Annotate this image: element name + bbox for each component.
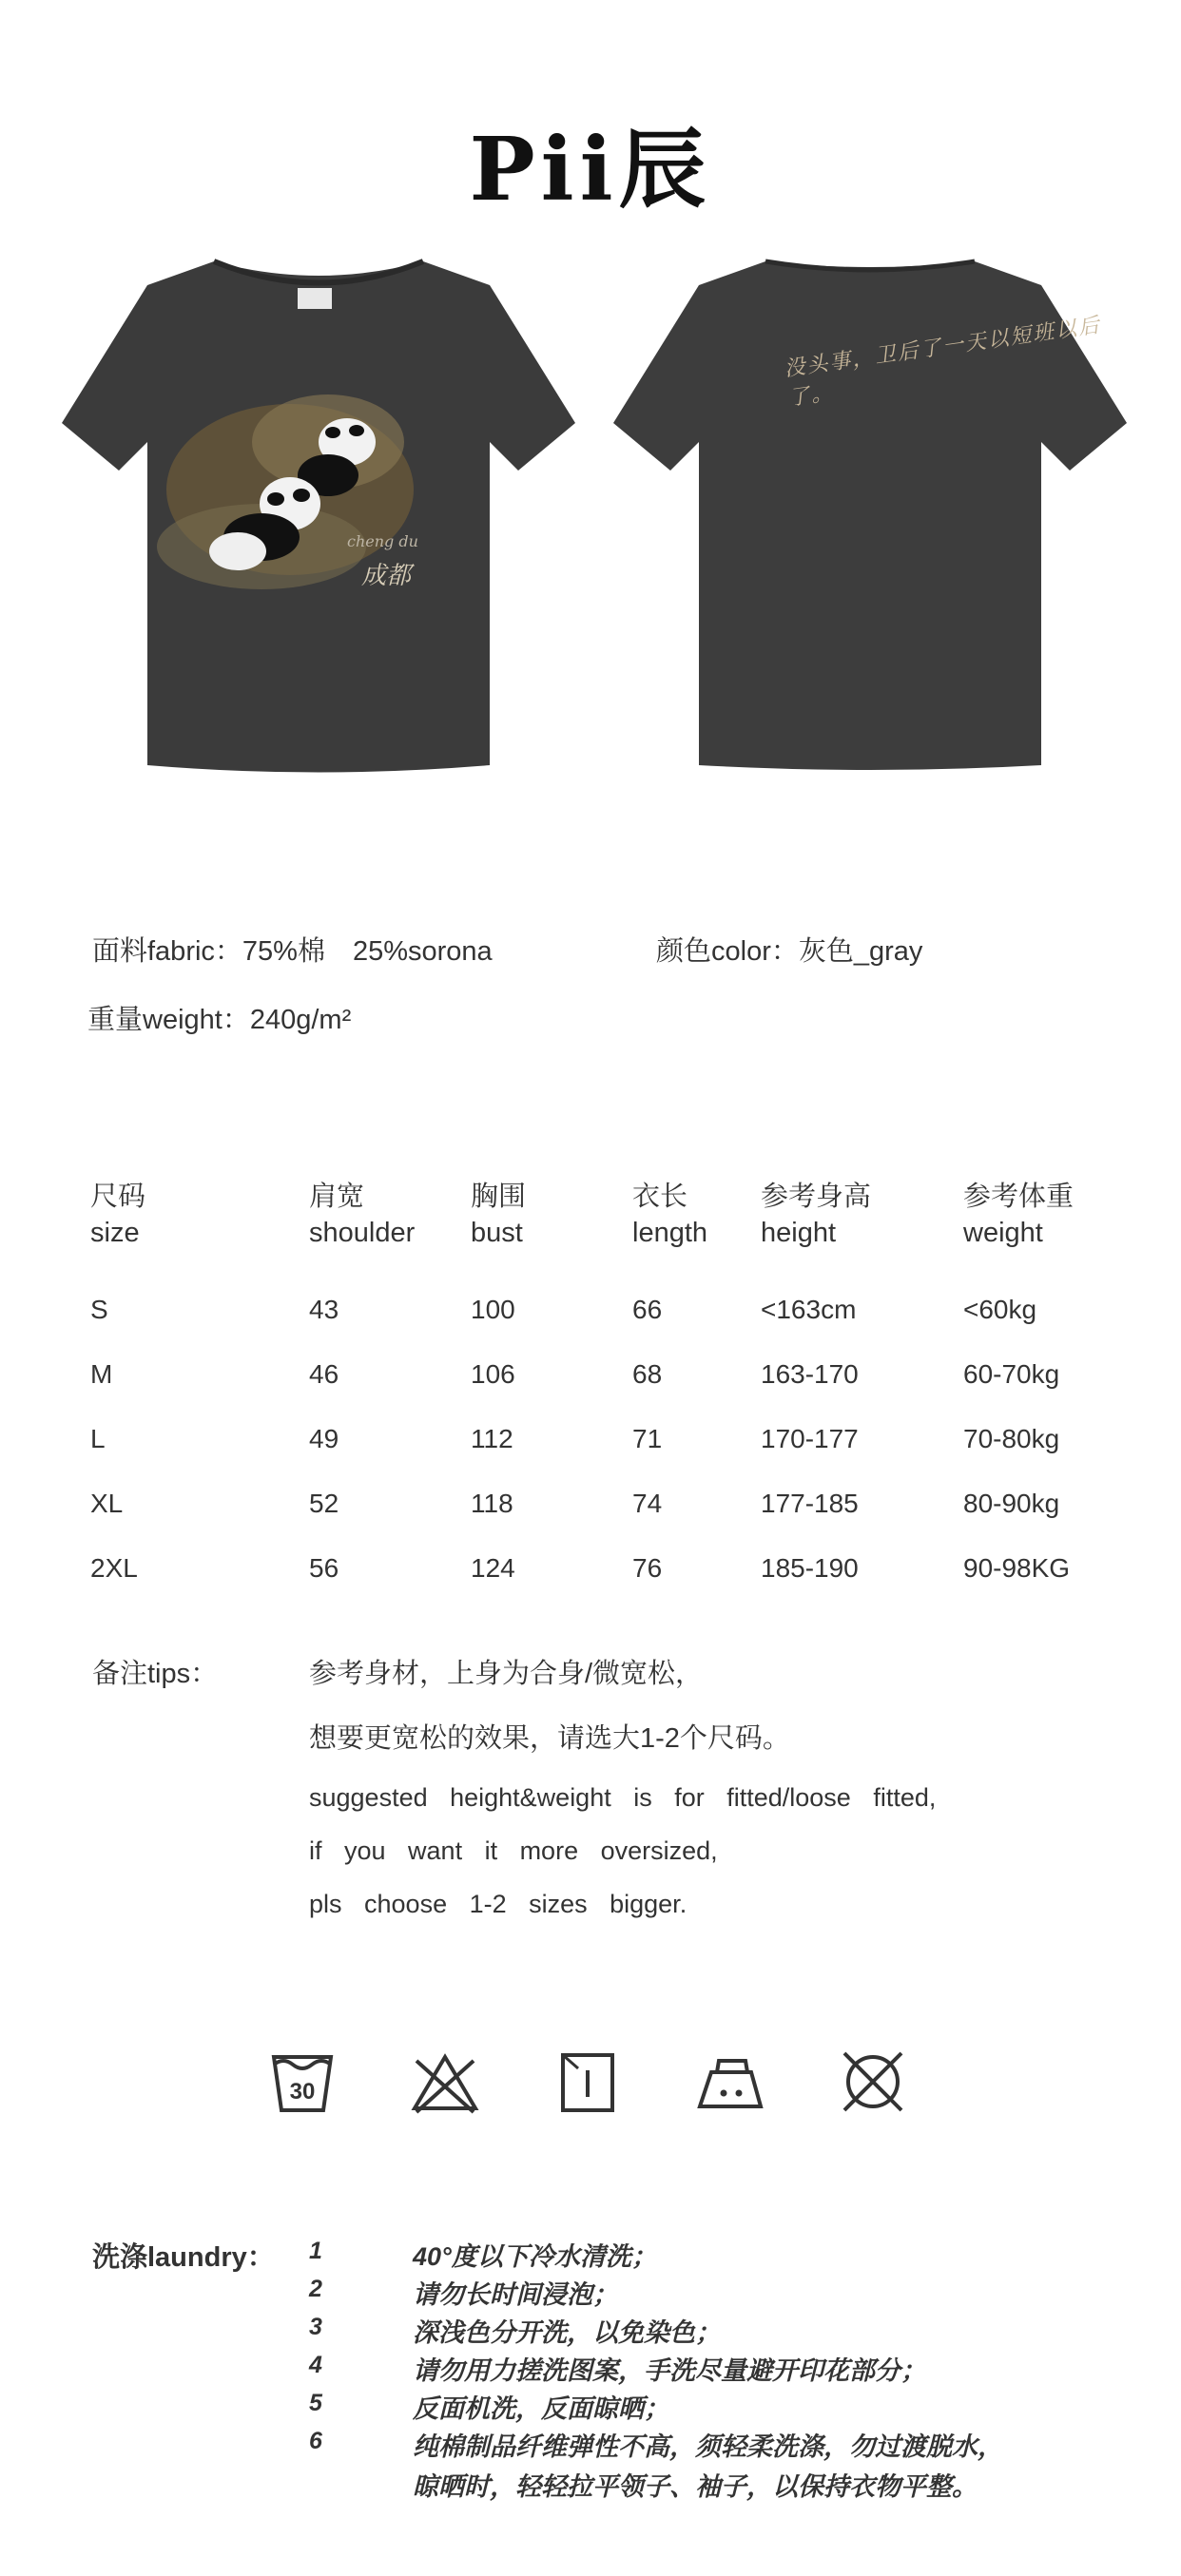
tips-label: 备注tips： [92,1659,219,1689]
fabric-spec [92,930,493,969]
color-value: 灰色_gray [798,936,923,967]
tips-en-line2: if you want it more oversized, [309,1836,718,1865]
cell-size: 2XL [90,1553,138,1583]
laundry-item: 反面机洗，反面晾晒； [413,2394,669,2423]
cell-bust: 124 [471,1553,515,1583]
laundry-label: 洗涤laundry： [92,2242,275,2273]
col-header-shoulder [309,1179,415,1251]
laundry-item-continued: 晾晒时，轻轻拉平领子、袖子，以保持衣物平整。 [413,2472,978,2501]
cell-size: L [90,1424,106,1453]
laundry-item: 请勿用力搓洗图案，手洗尽量避开印花部分； [413,2356,926,2385]
col-header-size [90,1179,145,1251]
front-print-city: 成都 [361,562,412,590]
cell-height: 177-185 [761,1489,859,1518]
header-cn: 参考体重 [963,1182,1075,1212]
back-print-text: 没头事，卫后了一天以短班以后了。 [783,313,1103,412]
laundry-item: 请勿长时间浸泡； [413,2280,618,2309]
laundry-item: 40°度以下冷水清洗； [413,2242,657,2271]
table-row [0,1553,1181,1587]
cell-shoulder: 49 [309,1424,339,1453]
cell-bust: 118 [471,1489,513,1518]
cell-length: 66 [632,1295,663,1324]
col-header-bust [471,1179,526,1251]
tips-en-line3: pls choose 1-2 sizes bigger. [309,1890,687,1918]
color-label: 颜色color： [656,936,799,967]
laundry-num: 4 [309,2352,322,2378]
tshirt-back-image [594,252,1146,784]
header-cn: 尺码 [90,1182,146,1212]
header-cn: 衣长 [632,1182,688,1212]
brand-logo: Pii辰 [469,118,712,221]
header-en: bust [471,1218,523,1248]
laundry-num: 5 [309,2390,322,2416]
cell-bust: 106 [471,1359,515,1389]
cell-bust: 112 [471,1424,513,1453]
laundry-item: 深浅色分开洗，以免染色； [413,2318,721,2347]
weight-spec [87,998,351,1037]
cell-shoulder: 43 [309,1295,339,1324]
header-en: length [632,1218,708,1248]
cell-height: 185-190 [761,1553,859,1583]
cell-weight: 60-70kg [963,1359,1060,1389]
header-en: size [90,1218,140,1248]
cell-weight: 70-80kg [963,1424,1060,1453]
cell-bust: 100 [471,1295,515,1324]
tshirt-front-image [43,252,594,784]
cell-length: 74 [632,1489,663,1518]
cell-shoulder: 46 [309,1359,339,1389]
wash-30-icon [264,2044,340,2120]
header-en: weight [963,1218,1043,1248]
tips-cn-line2: 想要更宽松的效果，请选大1-2个尺码。 [309,1723,790,1754]
cell-weight: 90-98KG [963,1553,1071,1583]
header-en: shoulder [309,1218,416,1248]
cell-size: XL [90,1489,124,1518]
line-dry-icon [550,2044,626,2120]
cell-shoulder: 56 [309,1553,339,1583]
header-cn: 参考身高 [761,1182,872,1212]
header-cn: 肩宽 [309,1182,365,1212]
no-tumble-dry-icon [835,2044,911,2120]
fabric-label: 面料fabric： [92,936,242,967]
wash-temp-text: 30 [289,2079,316,2105]
front-print-pinyin: cheng du [347,532,418,550]
weight-label: 重量weight： [87,1005,250,1035]
no-bleach-icon [407,2044,483,2120]
laundry-num: 3 [309,2314,322,2340]
laundry-num: 2 [309,2276,322,2302]
header-cn: 胸围 [471,1182,527,1212]
iron-low-icon [692,2044,768,2120]
laundry-item: 纯棉制品纤维弹性不高，须轻柔洗涤，勿过渡脱水， [413,2432,1003,2461]
cell-size: S [90,1295,108,1324]
cell-height: 163-170 [761,1359,859,1389]
tips-en-line1: suggested height&weight is for fitted/loose fitted, [309,1783,937,1812]
laundry-num: 1 [309,2238,322,2264]
col-header-weight [963,1179,1074,1251]
cell-length: 68 [632,1359,663,1389]
weight-value: 240g/m² [249,1005,352,1035]
cell-weight: <60kg [963,1295,1037,1324]
table-row [0,1359,1181,1394]
cell-height: 170-177 [761,1424,859,1453]
table-row [0,1489,1181,1523]
cell-height: <163cm [761,1295,857,1324]
fabric-value: 75%棉 25%sorona [242,936,493,967]
header-en: height [761,1218,837,1248]
col-header-height [761,1179,871,1251]
table-row [0,1424,1181,1458]
cell-length: 76 [632,1553,663,1583]
cell-size: M [90,1359,113,1389]
cell-weight: 80-90kg [963,1489,1060,1518]
table-row [0,1295,1181,1329]
color-spec [656,930,922,969]
col-header-length [632,1179,707,1251]
cell-shoulder: 52 [309,1489,339,1518]
cell-length: 71 [632,1424,663,1453]
tips-cn-line1: 参考身材，上身为合身/微宽松， [309,1659,704,1689]
laundry-num: 6 [309,2428,322,2454]
